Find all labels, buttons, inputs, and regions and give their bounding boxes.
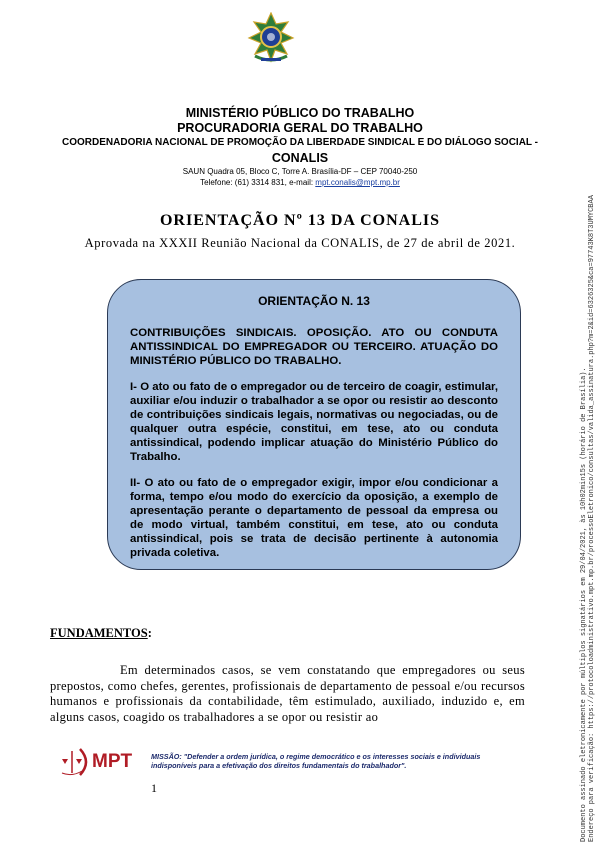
signature-note-line-2: Endereço para verificação: https://protocoloadministrativo.mpt.mp.br/processoEletronico/consultas/valida_assinatura.php?m=2&id=6326325&ca=97743K8T3UMYCBAA (588, 195, 596, 842)
fundamentos-label: FUNDAMENTOS (50, 626, 148, 640)
fundamentos-heading (50, 626, 152, 641)
body-paragraph (50, 663, 525, 725)
mpt-logo (58, 747, 133, 777)
orientation-box (107, 279, 521, 570)
orientation-item-2: II- O ato ou fato de o empregador exigir, impor e/ou condicionar a forma, tempo e/ou modo do exercício da oposição, a exemplo de apresentação perante o departamento de pessoal da empresa ou de modo virtual, também constitui, em tese, ato ou conduta antissindical, pois se trata de decisão pertinente à autonomia privada coletiva. (130, 477, 498, 559)
phone-text: Telefone: (61) 3314 831, e-mail: (200, 178, 316, 187)
header-conalis: CONALIS (271, 151, 329, 165)
page-number: 1 (151, 781, 157, 795)
header-coordenadoria: COORDENADORIA NACIONAL DE PROMOÇÃO DA LIBERDADE SINDICAL E DO DIÁLOGO SOCIAL - (62, 137, 538, 148)
brazil-coat-of-arms-emblem (247, 12, 295, 64)
document-title: ORIENTAÇÃO Nº 13 DA CONALIS (159, 212, 440, 229)
header-ministry: MINISTÉRIO PÚBLICO DO TRABALHO (185, 106, 415, 120)
signature-note-line-1: Documento assinado eletronicamente por múltiplos signatários em 29/04/2021, às 10h02min15s (horário de Brasília). (580, 367, 588, 842)
body-text: Em determinados casos, se vem constatando que empregadores ou seus prepostos, como chefes, gerentes, profissionais de departamento de pessoal e/ou recursos humanos e profissionais da contabilidade, têm estimulado, auxiliado, induzido e, em alguns casos, coagido os trabalhadores a se opor ou resistir ao (50, 663, 525, 724)
mpt-emblem-icon (58, 747, 92, 777)
orientation-summary: CONTRIBUIÇÕES SINDICAIS. OPOSIÇÃO. ATO OU CONDUTA ANTISSINDICAL DO EMPREGADOR OU TERCEIRO. ATUAÇÃO DO MINISTÉRIO PÚBLICO DO TRABALHO. (130, 327, 498, 367)
mission-statement: MISSÃO: "Defender a ordem jurídica, o regime democrático e os interesses sociais e individuais indisponíveis para a efetivação dos direitos fundamentais do trabalhador". (151, 752, 481, 770)
mpt-logo-text: MPT (92, 751, 133, 772)
header-procuradoria: PROCURADORIA GERAL DO TRABALHO (177, 121, 423, 135)
email-link[interactable]: mpt.conalis@mpt.mp.br (315, 178, 400, 187)
signature-verification-note (580, 6, 596, 842)
orientation-item-1: I- O ato ou fato de o empregador ou de terceiro de coagir, estimular, auxiliar e/ou induzir o trabalhador a se opor ou resistir ao desconto de contribuições sindicais legais, normativas ou negociadas, ou de qualquer outra espécie, constitui, em tese, ato ou conduta antissindical, podendo implicar atuação do Ministério Público do Trabalho. (130, 381, 498, 463)
header-contact (0, 178, 600, 187)
header-address: SAUN Quadra 05, Bloco C, Torre A. Brasília-DF – CEP 70040-250 (182, 167, 418, 176)
approval-line: Aprovada na XXXII Reunião Nacional da CONALIS, de 27 de abril de 2021. (84, 236, 516, 250)
fundamentos-colon: : (147, 626, 152, 640)
orientation-heading: ORIENTAÇÃO N. 13 (258, 294, 370, 308)
